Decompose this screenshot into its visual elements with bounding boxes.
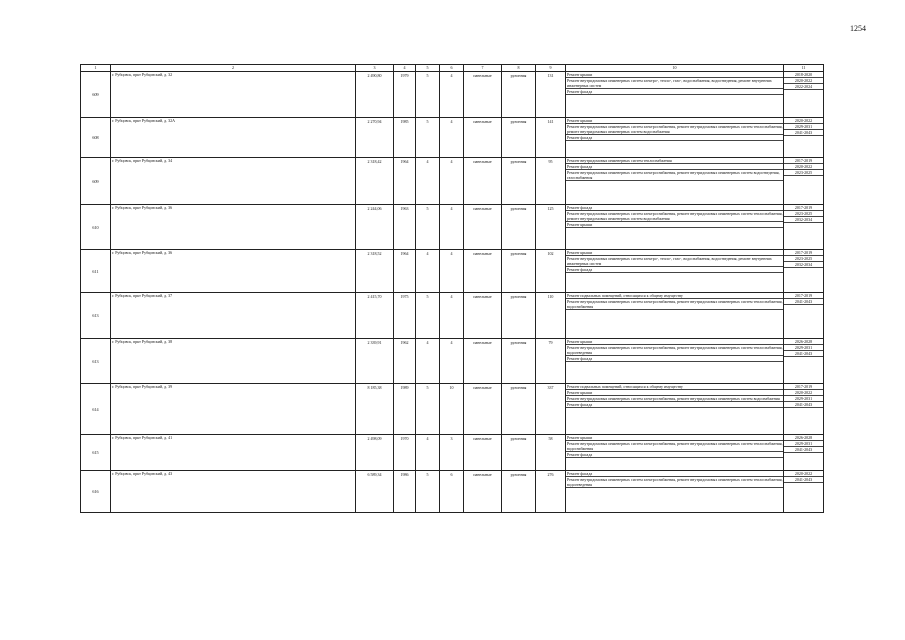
wall-material-cell: панельные — [464, 384, 502, 435]
work-period: 2022-2024 — [784, 84, 823, 90]
work-period: 2017-2019 — [784, 250, 823, 256]
area-cell: 2 490,80 — [356, 72, 394, 118]
row-number: 614 — [81, 384, 111, 435]
header-row — [81, 65, 824, 72]
col-header: 8 — [502, 65, 536, 72]
row-number: 609 — [81, 158, 111, 205]
years-cell — [784, 250, 824, 293]
work-period: 2017-2019 — [784, 293, 823, 299]
works-cell — [566, 293, 784, 339]
capital-repair-table — [80, 64, 824, 513]
table-row — [81, 205, 824, 250]
residents-cell: 276 — [536, 471, 566, 513]
roof-type-cell: рулонная — [502, 384, 536, 435]
address-cell: г. Рубцовск, пркт Рубцовский, д. 38 — [111, 339, 356, 384]
roof-type-cell: рулонная — [502, 293, 536, 339]
year-cell: 1963 — [394, 205, 416, 250]
works-cell — [566, 435, 784, 471]
work-item: Ремонт фасада — [566, 356, 783, 362]
row-number: 616 — [81, 471, 111, 513]
year-cell: 1979 — [394, 72, 416, 118]
residents-cell: 110 — [536, 293, 566, 339]
entrances-cell: 6 — [440, 471, 464, 513]
area-cell: 2 270,94 — [356, 118, 394, 158]
year-cell: 1964 — [394, 250, 416, 293]
work-item: Ремонт фасада — [566, 452, 783, 458]
area-cell: 6 589,34 — [356, 471, 394, 513]
residents-cell: 58 — [536, 435, 566, 471]
work-period: 2023-2025 — [784, 211, 823, 217]
wall-material-cell: панельные — [464, 339, 502, 384]
year-cell: 1970 — [394, 435, 416, 471]
work-item: Ремонт внутридомовых инженерных систем электроснабжения, ремонт внутридомовых инженерных систем водоснабжения — [566, 396, 783, 402]
work-item: Ремонт фасада — [566, 402, 783, 408]
work-period: 2023-2025 — [784, 170, 823, 176]
entrances-cell: 10 — [440, 384, 464, 435]
residents-cell: 95 — [536, 158, 566, 205]
area-cell: 2 318,42 — [356, 158, 394, 205]
work-period: 2017-2019 — [784, 384, 823, 390]
work-item: Ремонт внутридомовых инженерных систем электроснабжения, ремонт внутридомовых инженерных систем теплоснабжения, ремонт внутридомовых инженерных систем водоснабжения — [567, 124, 783, 134]
year-cell: 1964 — [394, 158, 416, 205]
work-item: Ремонт фасада — [566, 267, 783, 273]
area-cell: 8 185,38 — [356, 384, 394, 435]
work-item: Ремонт крыши — [566, 435, 783, 441]
address-cell: г. Рубцовск, пркт Рубцовский, д. 36 — [111, 250, 356, 293]
roof-type-cell: рулонная — [502, 339, 536, 384]
floors-cell: 4 — [416, 339, 440, 384]
years-cell — [784, 435, 824, 471]
work-item: Ремонт крыши — [566, 118, 783, 124]
address-cell: г. Рубцовск, пркт Рубцовский, д. 43 — [111, 471, 356, 513]
work-item: Ремонт крыши — [566, 390, 783, 396]
work-item: Ремонт фасада — [566, 89, 783, 95]
wall-material-cell: панельные — [464, 435, 502, 471]
wall-material-cell: панельные — [464, 72, 502, 118]
address-cell: г. Рубцовск, пркт Рубцовский, д. 34 — [111, 158, 356, 205]
residents-cell: 337 — [536, 384, 566, 435]
entrances-cell: 3 — [440, 435, 464, 471]
area-cell: 2 318,52 — [356, 250, 394, 293]
col-header: 1 — [81, 65, 111, 72]
year-cell: 1962 — [394, 339, 416, 384]
entrances-cell: 4 — [440, 158, 464, 205]
work-period: 2041-2043 — [784, 477, 823, 483]
wall-material-cell: панельные — [464, 293, 502, 339]
work-period: 2023-2025 — [784, 256, 823, 262]
floors-cell: 5 — [416, 118, 440, 158]
table-row — [81, 384, 824, 435]
works-cell — [566, 118, 784, 158]
works-cell — [566, 158, 784, 205]
col-header: 7 — [464, 65, 502, 72]
row-number: 613 — [81, 339, 111, 384]
floors-cell: 5 — [416, 384, 440, 435]
col-header: 4 — [394, 65, 416, 72]
table-row — [81, 158, 824, 205]
works-cell — [566, 205, 784, 250]
work-item: Ремонт фасада — [566, 164, 783, 170]
years-cell — [784, 158, 824, 205]
work-item: Ремонт фасада — [566, 471, 783, 477]
work-period: 2029-2031 — [784, 441, 823, 447]
work-item: Ремонт внутридомовых инженерных систем электроснабжения, ремонт внутридомовых инженерных систем теплоснабжения, водоснабжения — [567, 441, 783, 451]
floors-cell: 5 — [416, 471, 440, 513]
address-cell: г. Рубцовск, пркт Рубцовский, д. 32А — [111, 118, 356, 158]
floors-cell: 4 — [416, 435, 440, 471]
area-cell: 2 339,91 — [356, 339, 394, 384]
years-cell — [784, 72, 824, 118]
work-period: 2029-2031 — [784, 345, 823, 351]
years-cell — [784, 118, 824, 158]
work-period: 2026-2028 — [784, 435, 823, 441]
works-cell — [566, 250, 784, 293]
col-header: 10 — [566, 65, 784, 72]
row-number: 615 — [81, 435, 111, 471]
work-period: 2032-2034 — [784, 217, 823, 223]
roof-type-cell: рулонная — [502, 72, 536, 118]
work-item: Ремонт фасада — [566, 135, 783, 141]
work-item: Ремонт подвальных помещений, относящихся к общему имуществу — [566, 293, 783, 299]
year-cell: 1989 — [394, 384, 416, 435]
years-cell — [784, 205, 824, 250]
work-period: 2041-2043 — [784, 447, 823, 453]
table-row — [81, 72, 824, 118]
row-number: 610 — [81, 205, 111, 250]
col-header: 5 — [416, 65, 440, 72]
table-row — [81, 339, 824, 384]
page-number: 1254 — [850, 24, 866, 33]
address-cell: г. Рубцовск, пркт Рубцовский, д. 32 — [111, 72, 356, 118]
col-header: 2 — [111, 65, 356, 72]
wall-material-cell: панельные — [464, 118, 502, 158]
roof-type-cell: рулонная — [502, 471, 536, 513]
work-item: Ремонт подвальных помещений, относящихся к общему имуществу — [566, 384, 783, 390]
work-period: 2017-2019 — [784, 158, 823, 164]
entrances-cell: 4 — [440, 72, 464, 118]
years-cell — [784, 293, 824, 339]
work-item: Ремонт внутридомовых инженерных систем электро-, тепло-, газо-, водоснабжения, водоотведения, ремонт внутренних инженерных систем — [566, 256, 783, 267]
table-row — [81, 435, 824, 471]
work-item: Ремонт внутридомовых инженерных систем электроснабжения, ремонт внутридомовых инженерных систем теплоснабжения, водоотведения — [567, 477, 783, 487]
col-header: 9 — [536, 65, 566, 72]
years-cell — [784, 471, 824, 513]
work-item: Ремонт крыши — [566, 250, 783, 256]
area-cell: 2 498,09 — [356, 435, 394, 471]
residents-cell: 141 — [536, 118, 566, 158]
floors-cell: 4 — [416, 158, 440, 205]
works-cell — [566, 72, 784, 118]
address-cell: г. Рубцовск, пркт Рубцовский, д. 37 — [111, 293, 356, 339]
col-header: 6 — [440, 65, 464, 72]
wall-material-cell: панельные — [464, 158, 502, 205]
entrances-cell: 4 — [440, 250, 464, 293]
address-cell: г. Рубцовск, пркт Рубцовский, д. 39 — [111, 384, 356, 435]
work-item: Ремонт внутридомовых инженерных систем электроснабжения, ремонт внутридомовых инженерных систем теплоснабжения, водоснабжения — [567, 299, 783, 309]
works-cell — [566, 471, 784, 513]
works-cell — [566, 339, 784, 384]
floors-cell: 5 — [416, 293, 440, 339]
work-period: 2020-2022 — [784, 164, 823, 170]
row-number: 613 — [81, 293, 111, 339]
work-item: Ремонт внутридомовых инженерных систем электроснабжения, ремонт внутридомовых инженерных систем теплоснабжения, водоотведения — [567, 345, 783, 355]
years-cell — [784, 384, 824, 435]
table-row — [81, 118, 824, 158]
address-cell: г. Рубцовск, пркт Рубцовский, д. 36 — [111, 205, 356, 250]
roof-type-cell: рулонная — [502, 205, 536, 250]
residents-cell: 102 — [536, 250, 566, 293]
work-item: Ремонт фасада — [566, 205, 783, 211]
residents-cell: 125 — [536, 205, 566, 250]
work-period: 2026-2028 — [784, 339, 823, 345]
work-period: 2020-2022 — [784, 118, 823, 124]
year-cell: 1986 — [394, 471, 416, 513]
work-item: Ремонт внутридомовых инженерных систем теплоснабжения — [566, 158, 783, 164]
work-item: Ремонт крыши — [566, 339, 783, 345]
year-cell: 1985 — [394, 118, 416, 158]
roof-type-cell: рулонная — [502, 435, 536, 471]
area-cell: 2 415,70 — [356, 293, 394, 339]
work-period: 2018-2020 — [784, 72, 823, 78]
floors-cell: 5 — [416, 205, 440, 250]
residents-cell: 131 — [536, 72, 566, 118]
wall-material-cell: панельные — [464, 205, 502, 250]
wall-material-cell: панельные — [464, 250, 502, 293]
work-period: 2041-2043 — [784, 130, 823, 136]
residents-cell: 79 — [536, 339, 566, 384]
work-period: 2020-2022 — [784, 390, 823, 396]
entrances-cell: 4 — [440, 339, 464, 384]
work-period: 2041-2043 — [784, 402, 823, 408]
row-number: 608 — [81, 118, 111, 158]
work-period: 2032-2034 — [784, 262, 823, 268]
entrances-cell: 4 — [440, 293, 464, 339]
row-number: 611 — [81, 250, 111, 293]
entrances-cell: 4 — [440, 118, 464, 158]
roof-type-cell: рулонная — [502, 158, 536, 205]
work-period: 2017-2019 — [784, 205, 823, 211]
work-item: Ремонт внутридомовых инженерных систем электроснабжения, ремонт внутридомовых инженерных систем водоотведения, газоснабжения — [566, 170, 783, 181]
work-item: Ремонт крыши — [566, 72, 783, 78]
table-row — [81, 471, 824, 513]
table-row — [81, 250, 824, 293]
area-cell: 2 244,06 — [356, 205, 394, 250]
address-cell: г. Рубцовск, пркт Рубцовский, д. 41 — [111, 435, 356, 471]
entrances-cell: 4 — [440, 205, 464, 250]
work-period: 2020-2022 — [784, 471, 823, 477]
wall-material-cell: панельные — [464, 471, 502, 513]
work-period: 2041-2043 — [784, 299, 823, 305]
years-cell — [784, 339, 824, 384]
work-period: 2020-2022 — [784, 78, 823, 84]
works-cell — [566, 384, 784, 435]
col-header: 11 — [784, 65, 824, 72]
work-period: 2041-2043 — [784, 351, 823, 357]
work-item: Ремонт внутридомовых инженерных систем электро-, тепло-, газо-, водоснабжения, водоотведения, ремонт внутренних инженерных систем — [566, 78, 783, 89]
floors-cell: 4 — [416, 250, 440, 293]
table-row — [81, 293, 824, 339]
roof-type-cell: рулонная — [502, 118, 536, 158]
work-period: 2029-2031 — [784, 396, 823, 402]
roof-type-cell: рулонная — [502, 250, 536, 293]
work-item: Ремонт внутридомовых инженерных систем электроснабжения, ремонт внутридомовых инженерных систем теплоснабжения, ремонт внутридомовых инженерных систем водоснабжения — [567, 211, 783, 221]
work-period: 2029-2031 — [784, 124, 823, 130]
year-cell: 1975 — [394, 293, 416, 339]
col-header: 3 — [356, 65, 394, 72]
row-number: 609 — [81, 72, 111, 118]
floors-cell: 5 — [416, 72, 440, 118]
work-item: Ремонт крыши — [566, 222, 783, 228]
